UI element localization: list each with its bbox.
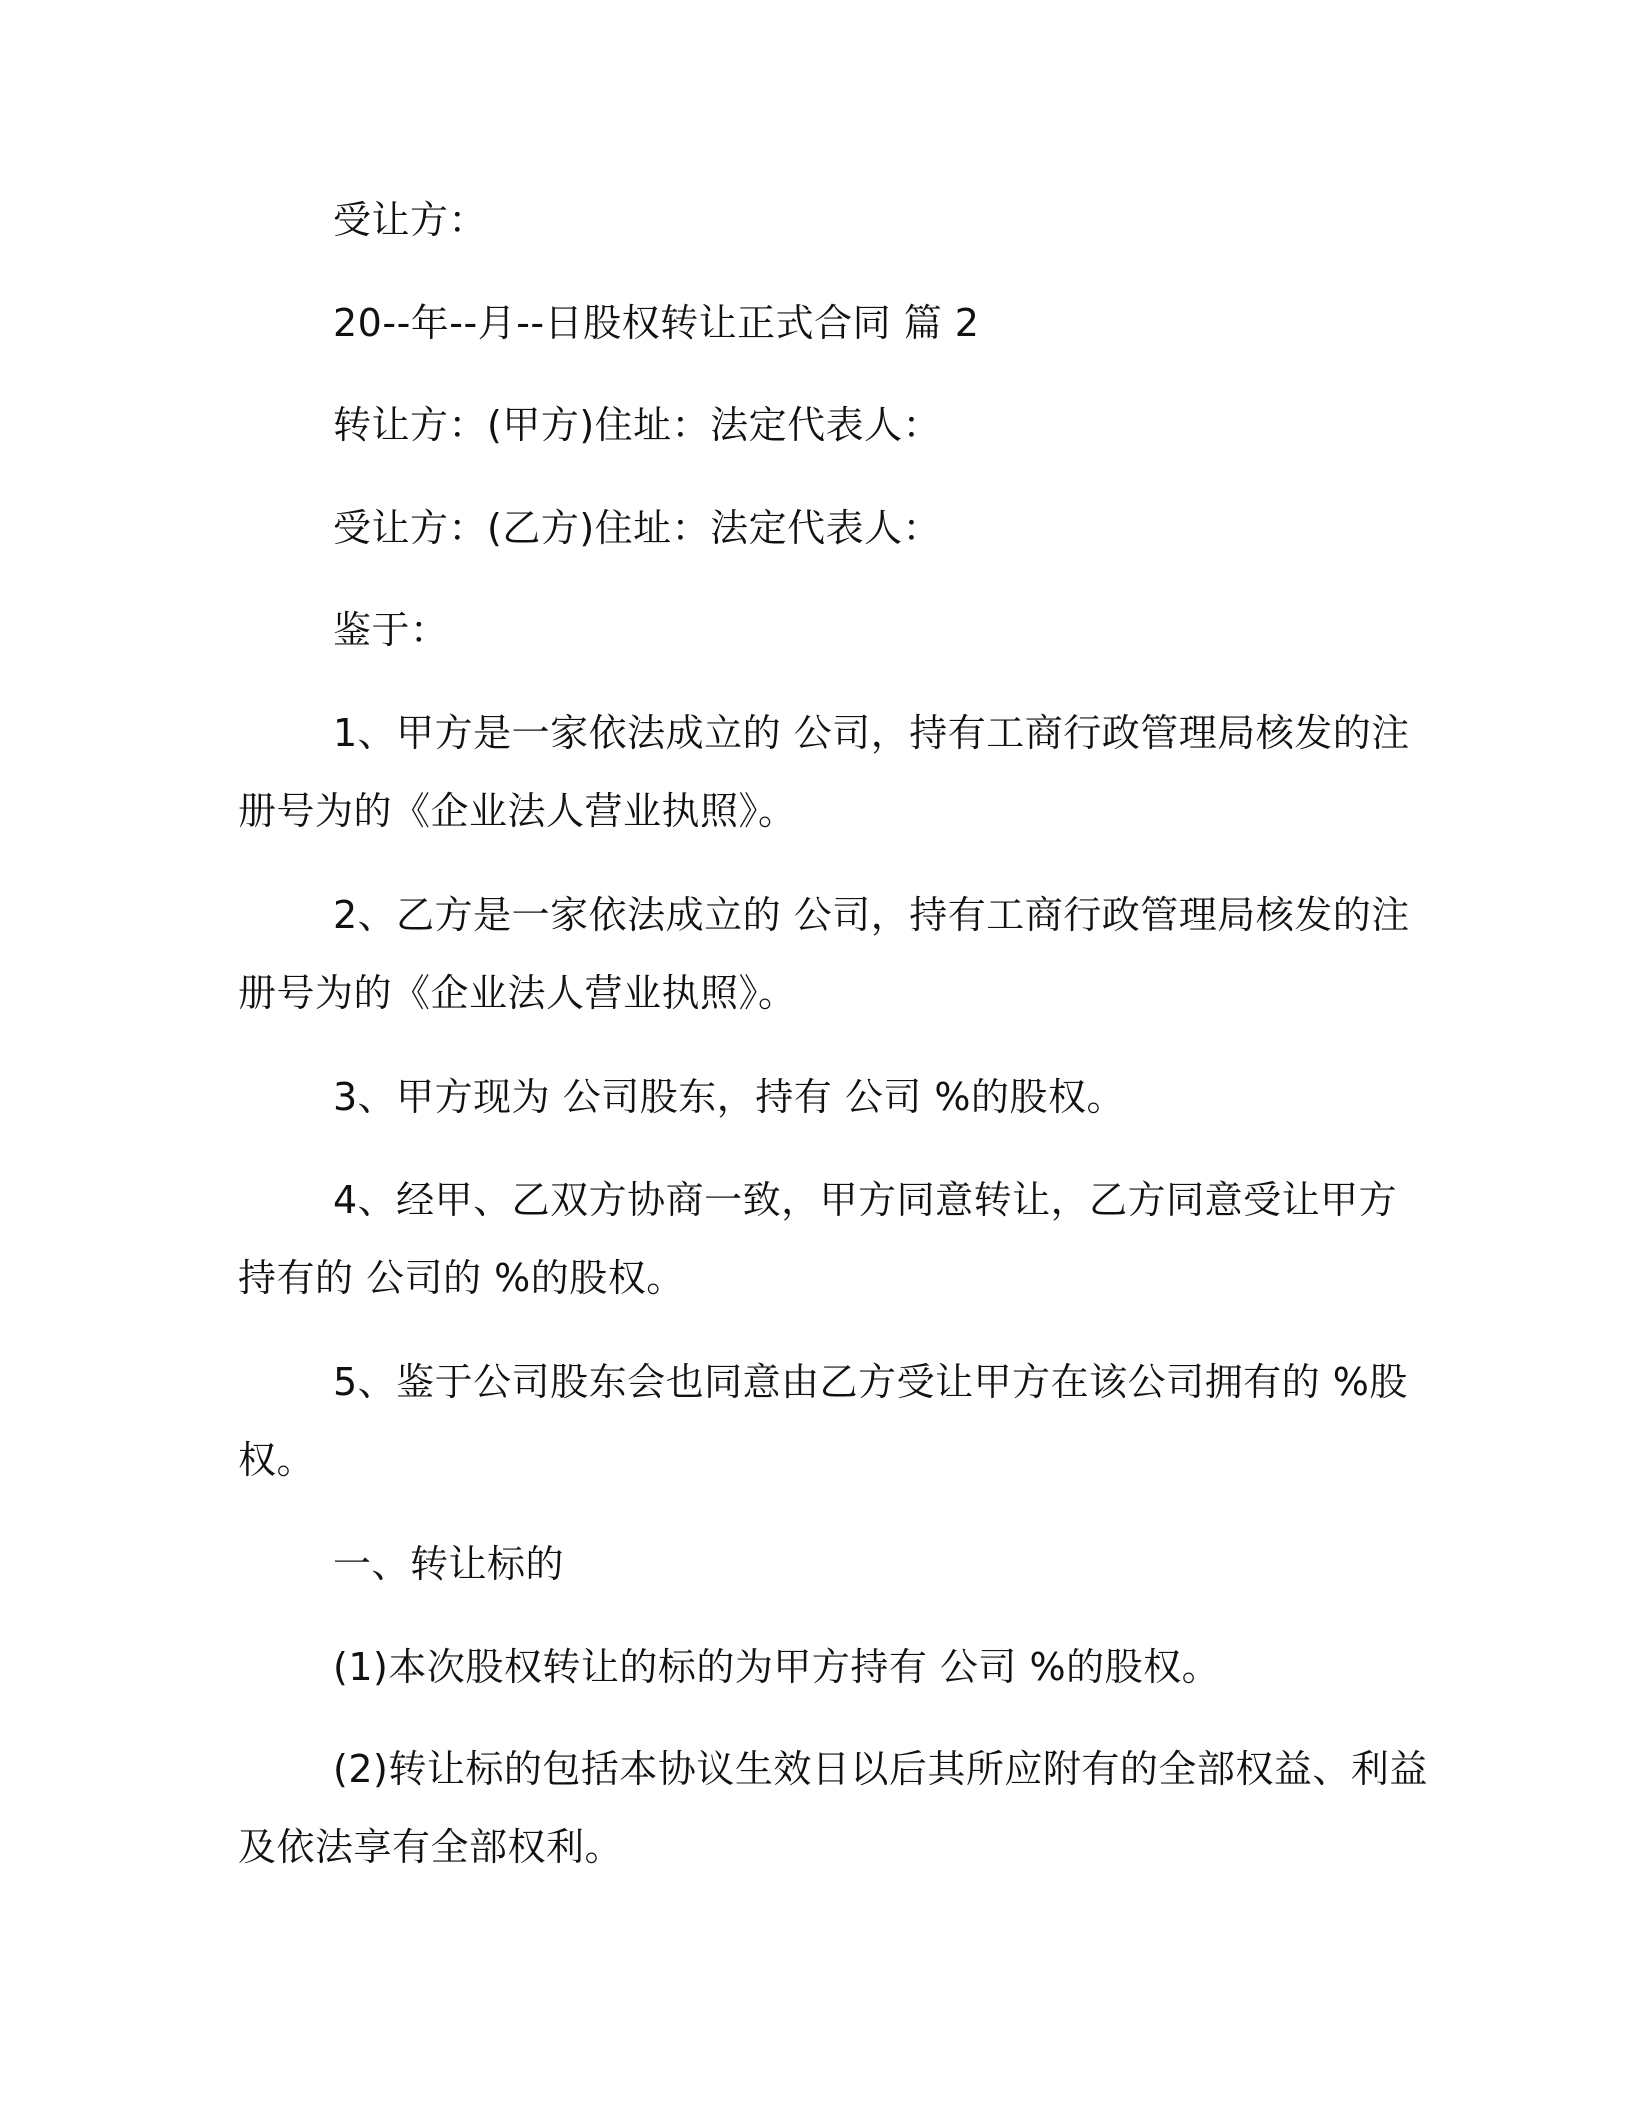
clause-1-2-line-2: 及依法享有全部权利。: [238, 1825, 624, 1869]
recital-4-line-1: 4、经甲、乙双方协商一致，甲方同意转让，乙方同意受让甲方: [333, 1178, 1398, 1222]
assignee-line: 受让方：: [333, 198, 488, 242]
recital-2-line-1: 2、乙方是一家依法成立的 公司，持有工商行政管理局核发的注: [333, 893, 1410, 937]
recital-3-line-1: 3、甲方现为 公司股东，持有 公司 %的股权。: [333, 1075, 1126, 1119]
recital-2-line-2: 册号为的《企业法人营业执照》。: [238, 971, 797, 1015]
transferor-party-line: 转让方：(甲方)住址：法定代表人：: [333, 403, 942, 447]
recital-1-line-2: 册号为的《企业法人营业执照》。: [238, 789, 797, 833]
contract-title: 20--年--月--日股权转让正式合同 篇 2: [333, 301, 980, 345]
recital-5-line-2: 权。: [238, 1438, 316, 1482]
recital-4-line-2: 持有的 公司的 %的股权。: [238, 1256, 685, 1300]
clause-1-1: (1)本次股权转让的标的为甲方持有 公司 %的股权。: [333, 1645, 1221, 1689]
recital-5-line-1: 5、鉴于公司股东会也同意由乙方受让甲方在该公司拥有的 %股: [333, 1360, 1408, 1404]
clause-1-2-line-1: (2)转让标的包括本协议生效日以后其所应附有的全部权益、利益: [333, 1747, 1428, 1791]
recital-1-line-1: 1、甲方是一家依法成立的 公司，持有工商行政管理局核发的注: [333, 711, 1410, 755]
transferee-party-line: 受让方：(乙方)住址：法定代表人：: [333, 506, 942, 550]
whereas-heading: 鉴于：: [333, 608, 449, 652]
section-1-heading: 一、转让标的: [333, 1542, 565, 1586]
